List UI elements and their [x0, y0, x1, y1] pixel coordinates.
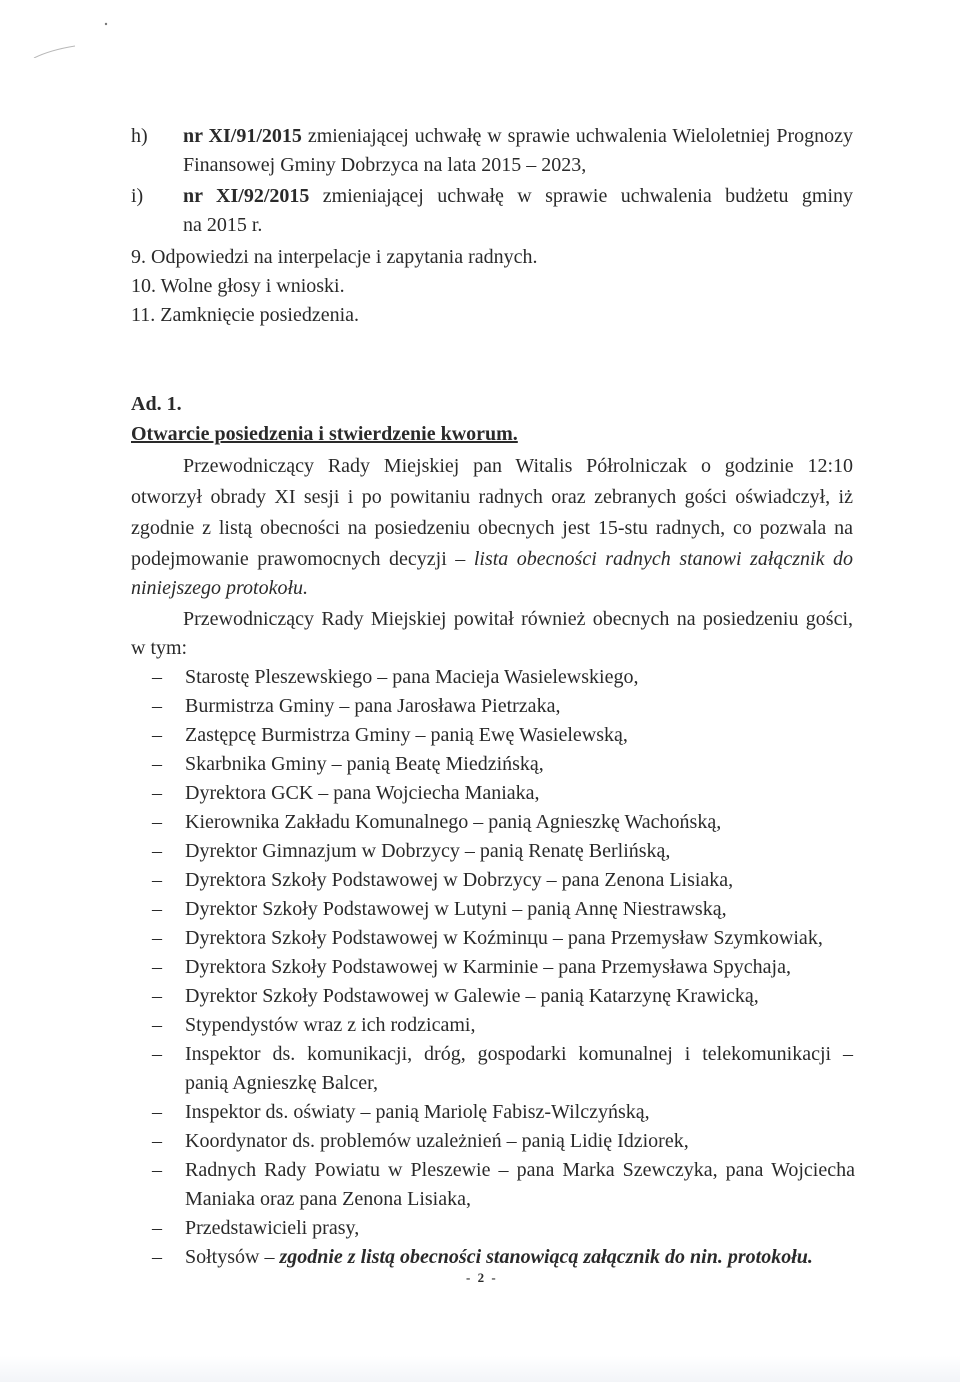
guest-item-cont: Maniaka oraz pana Zenona Lisiaka,	[185, 1188, 471, 1210]
paragraph-2-line-1: Przewodniczący Rady Miejskiej powitał również obecnych na posiedzeniu gości,	[183, 608, 853, 630]
list-dash: –	[152, 1130, 162, 1152]
list-dash: –	[152, 753, 162, 775]
resolution-number: nr XI/91/2015	[183, 125, 302, 147]
agenda-item-i-cont: na 2015 r.	[183, 214, 263, 236]
guest-item	[185, 1243, 813, 1272]
paragraph-1-line-4	[131, 545, 853, 574]
agenda-item-i-label: i)	[131, 185, 144, 207]
guest-item: Koordynator ds. problemów uzależnień – panią Lidię Idziorek,	[185, 1130, 689, 1152]
agenda-item-h-text: zmieniającej uchwałę w sprawie uchwalenia Wieloletniej Prognozy	[307, 125, 853, 147]
guest-item: Stypendystów wraz z ich rodzicami,	[185, 1014, 476, 1036]
paragraph-2-line-2: w tym:	[131, 637, 188, 659]
guest-item: Dyrektora Szkoły Podstawowej w Dobrzycy – pana Zenona Lisiaka,	[185, 869, 734, 891]
list-dash: –	[152, 782, 162, 804]
list-dash: –	[152, 666, 162, 688]
paragraph-text: podejmowanie prawomocnych decyzji –	[131, 548, 474, 570]
paragraph-1-line-1: Przewodniczący Rady Miejskiej pan Witalis Półrolniczak o godzinie 12:10	[183, 455, 853, 477]
agenda-item-h-cont: Finansowej Gminy Dobrzyca na lata 2015 – 2023,	[183, 154, 587, 176]
list-dash: –	[152, 1043, 162, 1065]
scan-artifact	[20, 18, 110, 58]
paragraph-1-line-5: niniejszego protokołu.	[131, 577, 309, 599]
list-dash: –	[152, 956, 162, 978]
page-number: - 2 -	[466, 1270, 498, 1285]
guest-item: Dyrektora Szkoły Podstawowej w Karminie – pana Przemysława Spychaja,	[185, 956, 791, 978]
agenda-item-10: 10. Wolne głosy i wnioski.	[131, 275, 345, 297]
guest-item-cont: panią Agnieszkę Balcer,	[185, 1072, 379, 1094]
guest-item: Zastępcę Burmistrza Gminy – panią Ewę Wasielewską,	[185, 724, 628, 746]
guest-item: Przedstawicieli prasy,	[185, 1217, 360, 1239]
guest-item: Dyrektor Szkoły Podstawowej w Lutyni – panią Annę Niestrawską,	[185, 898, 727, 920]
guest-item: Radnych Rady Powiatu w Pleszewie – pana Marka Szewczyka, pana Wojciecha	[185, 1159, 855, 1181]
attendance-note: lista obecności radnych stanowi załącznik do	[473, 548, 854, 570]
list-dash: –	[152, 1159, 162, 1181]
list-dash: –	[152, 1014, 162, 1036]
attendance-note: zgodnie z listą obecności stanowiącą załącznik do nin. protokołu.	[279, 1246, 813, 1268]
guest-item-text: Sołtysów –	[185, 1246, 280, 1268]
paragraph-1-line-3: zgodnie z listą obecności na posiedzeniu obecnych jest 15-stu radnych, co pozwala na	[131, 517, 853, 539]
guest-item: Dyrektor Szkoły Podstawowej w Galewie – panią Katarzynę Krawicką,	[185, 985, 759, 1007]
agenda-item-h-label: h)	[131, 125, 148, 147]
list-dash: –	[152, 1217, 162, 1239]
list-dash: –	[152, 1101, 162, 1123]
list-dash: –	[152, 985, 162, 1007]
guest-item: Skarbnika Gminy – panią Beatę Miedzińską,	[185, 753, 544, 775]
list-dash: –	[152, 869, 162, 891]
agenda-item-i-text: zmieniającej uchwałę w sprawie uchwalenia budżetu gminy	[322, 185, 854, 207]
guest-item: Dyrektora GCK – pana Wojciecha Maniaka,	[185, 782, 540, 804]
guest-item: Dyrektor Gimnazjum w Dobrzycy – panią Renatę Berlińską,	[185, 840, 671, 862]
list-dash: –	[152, 695, 162, 717]
guest-item: Starostę Pleszewskiego – pana Macieja Wasielewskiego,	[185, 666, 639, 688]
scan-edge	[0, 1356, 960, 1382]
guest-item: Kierownika Zakładu Komunalnego – panią Agnieszkę Wachońską,	[185, 811, 722, 833]
section-heading: Otwarcie posiedzenia i stwierdzenie kworum.	[131, 423, 518, 445]
list-dash: –	[152, 898, 162, 920]
list-dash: –	[152, 724, 162, 746]
list-dash: –	[152, 840, 162, 862]
resolution-number: nr XI/92/2015	[183, 185, 310, 207]
list-dash: –	[152, 1246, 162, 1268]
list-dash: –	[152, 927, 162, 949]
agenda-item-h	[183, 122, 853, 151]
guest-item: Dyrektora Szkoły Podstawowej w Koźminцu – pana Przemysław Szymkowiak,	[185, 927, 823, 949]
agenda-item-9: 9. Odpowiedzi na interpelacje i zapytania radnych.	[131, 246, 538, 268]
list-dash: –	[152, 811, 162, 833]
paragraph-1-line-2: otworzył obrady XI sesji i po powitaniu radnych oraz zebranych gości oświadczył, iż	[131, 486, 853, 508]
guest-item: Inspektor ds. komunikacji, dróg, gospodarki komunalnej i telekomunikacji –	[185, 1043, 853, 1065]
guest-item: Inspektor ds. oświaty – panią Mariolę Fabisz-Wilczyńską,	[185, 1101, 650, 1123]
section-ad-label: Ad. 1.	[131, 393, 182, 415]
agenda-item-i	[183, 182, 853, 211]
agenda-item-11: 11. Zamknięcie posiedzenia.	[131, 304, 360, 326]
guest-item: Burmistrza Gminy – pana Jarosława Pietrzaka,	[185, 695, 561, 717]
